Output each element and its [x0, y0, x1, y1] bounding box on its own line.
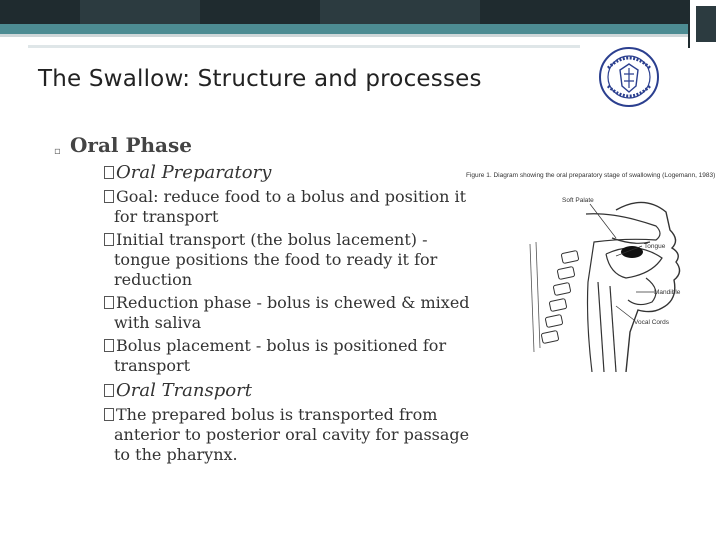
corner-decor-inner — [696, 6, 716, 42]
list-item: Reduction phase - bolus is chewed & mixed with saliva — [40, 293, 480, 333]
list-item: Bolus placement - bolus is positioned for transport — [40, 336, 480, 376]
missing-glyph-icon — [104, 296, 114, 309]
swallow-diagram-figure — [466, 172, 720, 372]
missing-glyph-icon — [104, 339, 114, 352]
top-decor-segment — [320, 0, 480, 24]
missing-glyph-icon — [104, 233, 114, 246]
list-item: Goal: reduce food to a bolus and position it for transport — [40, 187, 480, 227]
head-neck-diagram — [466, 182, 720, 372]
oral-phase-label: Oral Phase — [70, 133, 193, 157]
corner-decor — [688, 0, 720, 48]
top-thin-stripe — [0, 34, 720, 37]
university-seal-logo — [598, 46, 660, 108]
slide-content — [40, 132, 480, 465]
bullet-oral-phase — [40, 132, 480, 158]
oral-transport-heading: Oral Transport — [40, 380, 480, 402]
missing-glyph-icon — [104, 166, 114, 179]
label-tongue: Tongue — [644, 243, 666, 250]
top-accent-stripe — [0, 24, 720, 34]
title-accent-line — [28, 45, 580, 48]
missing-glyph-icon — [104, 384, 114, 397]
missing-glyph-icon — [104, 190, 114, 203]
square-bullet-icon: ▫ — [54, 146, 61, 157]
slide-title: The Swallow: Structure and processes — [38, 66, 482, 92]
label-soft-palate: Soft Palate — [562, 197, 594, 204]
list-item: The prepared bolus is transported from anterior to posterior oral cavity for passage to the pharynx. — [40, 405, 480, 465]
label-mandible: Mandible — [654, 289, 681, 296]
oral-preparatory-heading: Oral Preparatory — [40, 162, 480, 184]
top-decor-bar — [0, 0, 720, 24]
label-vocal-cords: Vocal Cords — [634, 319, 670, 326]
missing-glyph-icon — [104, 408, 114, 421]
list-item: Initial transport (the bolus lacement) - tongue positions the food to ready it for reduction — [40, 230, 480, 290]
top-decor-segment — [80, 0, 200, 24]
figure-caption: Figure 1. Diagram showing the oral preparatory stage of swallowing (Logemann, 1983) — [466, 172, 716, 179]
